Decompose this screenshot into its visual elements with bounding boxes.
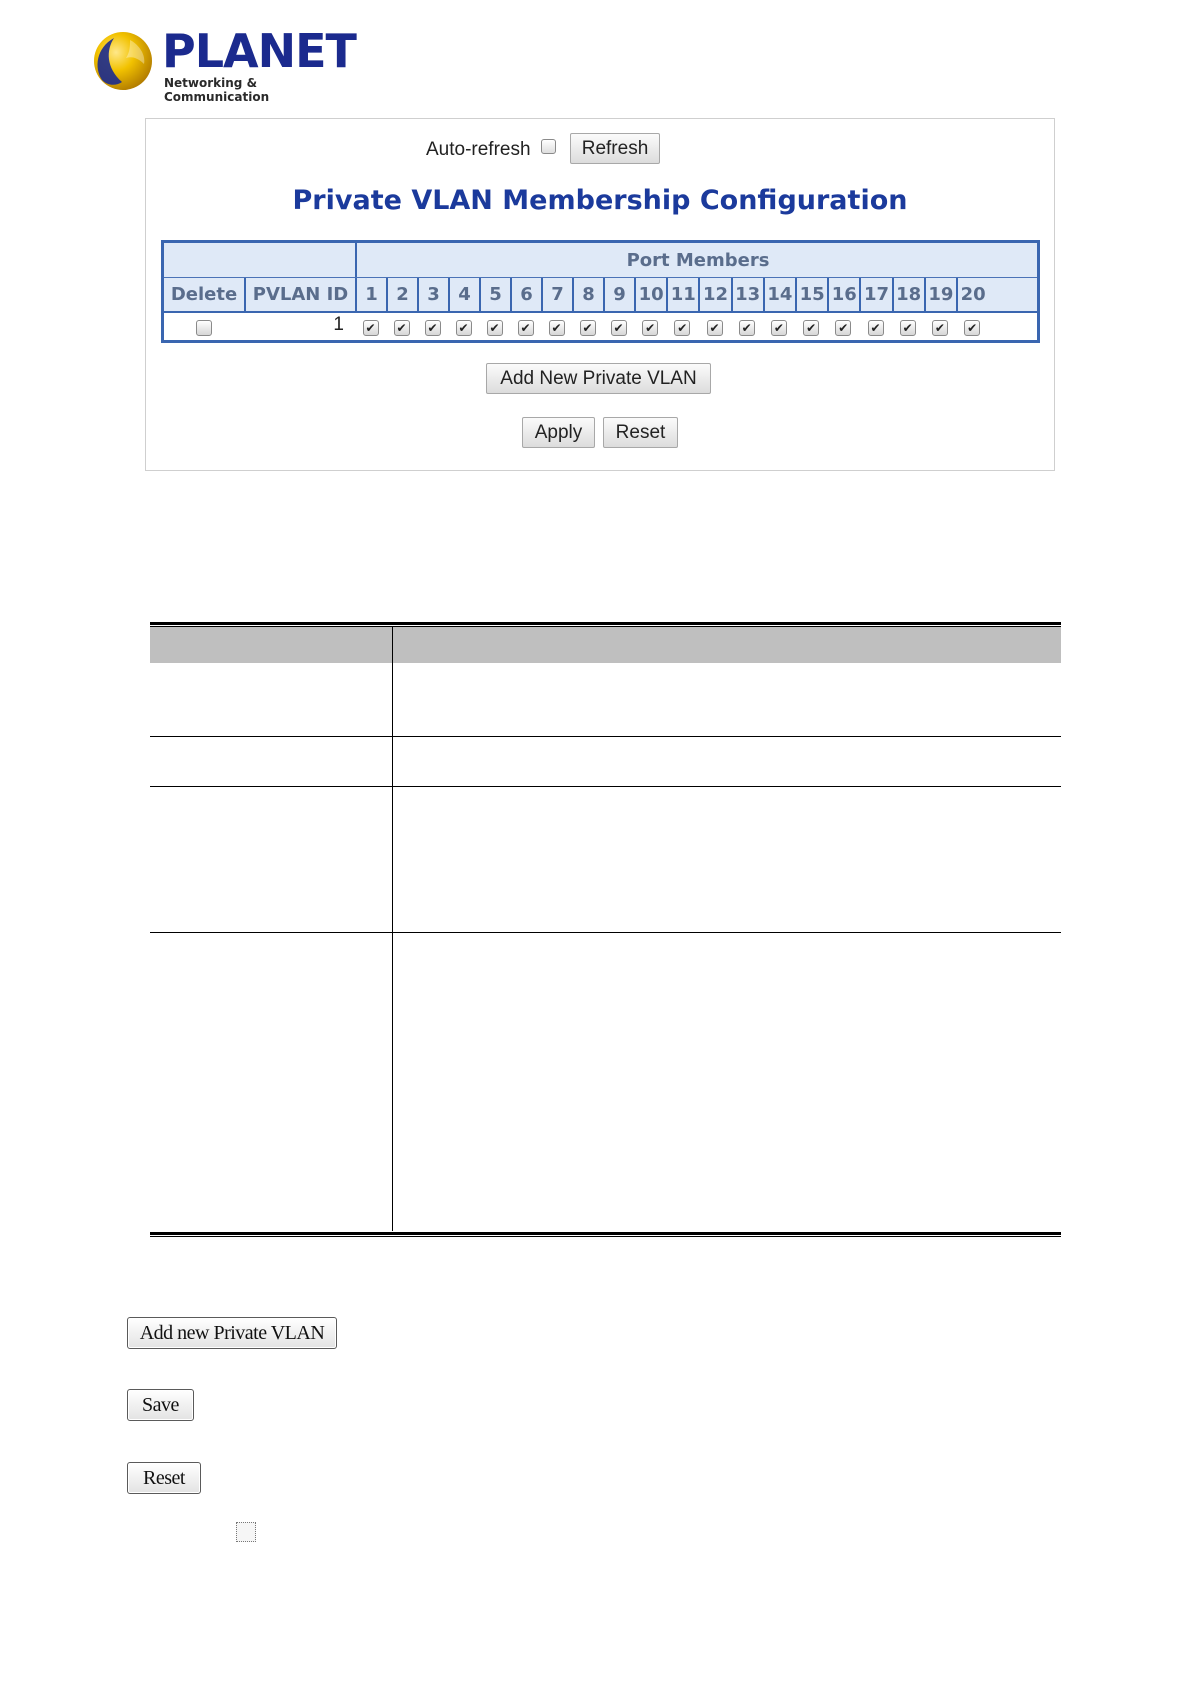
port-member-checkbox-5[interactable] <box>487 320 503 336</box>
check-icon: ✔ <box>582 321 593 335</box>
row-delete-checkbox[interactable] <box>196 320 212 336</box>
check-icon: ✔ <box>806 321 817 335</box>
port-member-checkbox-8[interactable] <box>580 320 596 336</box>
port-header-16: 16 <box>827 278 859 311</box>
check-icon: ✔ <box>551 321 562 335</box>
check-icon: ✔ <box>773 321 784 335</box>
port-member-checkbox-18[interactable] <box>900 320 916 336</box>
logo-wordmark: PLANET <box>162 24 356 78</box>
check-icon: ✔ <box>396 321 407 335</box>
port-member-checkbox-4[interactable] <box>456 320 472 336</box>
planet-logo <box>92 24 356 104</box>
port-member-checkbox-1[interactable] <box>363 320 379 336</box>
check-icon: ✔ <box>838 321 849 335</box>
port-member-checkbox-7[interactable] <box>549 320 565 336</box>
port-member-checkbox-3[interactable] <box>425 320 441 336</box>
page-title: Private VLAN Membership Configuration <box>292 185 908 216</box>
check-icon: ✔ <box>427 321 438 335</box>
port-header-8: 8 <box>572 278 603 311</box>
check-icon: ✔ <box>645 321 656 335</box>
port-header-11: 11 <box>666 278 698 311</box>
pvlan-membership-table <box>161 240 1040 343</box>
port-member-checkbox-20[interactable] <box>964 320 980 336</box>
port-header-3: 3 <box>417 278 448 311</box>
check-icon: ✔ <box>934 321 945 335</box>
col-pvlan-id-header: PVLAN ID <box>244 278 355 311</box>
port-header-1: 1 <box>355 278 386 311</box>
port-member-checkbox-6[interactable] <box>518 320 534 336</box>
port-member-checkbox-11[interactable] <box>674 320 690 336</box>
port-header-19: 19 <box>924 278 956 311</box>
port-member-checkbox-10[interactable] <box>642 320 658 336</box>
check-icon: ✔ <box>741 321 752 335</box>
legacy-add-new-private-vlan-button[interactable]: Add new Private VLAN <box>127 1317 337 1349</box>
legacy-checkbox[interactable] <box>236 1522 256 1542</box>
reset-button[interactable]: Reset <box>603 417 678 448</box>
port-header-17: 17 <box>859 278 891 311</box>
port-header-5: 5 <box>479 278 510 311</box>
check-icon: ✔ <box>870 321 881 335</box>
check-icon: ✔ <box>677 321 688 335</box>
port-header-4: 4 <box>448 278 479 311</box>
port-header-14: 14 <box>763 278 795 311</box>
check-icon: ✔ <box>489 321 500 335</box>
port-header-7: 7 <box>541 278 572 311</box>
config-panel <box>145 118 1055 471</box>
logo-tagline: Networking & Communication <box>164 76 270 104</box>
apply-button[interactable]: Apply <box>522 417 595 448</box>
port-header-13: 13 <box>731 278 763 311</box>
auto-refresh-checkbox[interactable] <box>541 139 556 154</box>
table-row <box>150 737 1061 787</box>
table-row <box>150 933 1061 1232</box>
check-icon: ✔ <box>520 321 531 335</box>
refresh-button[interactable]: Refresh <box>570 133 660 164</box>
check-icon: ✔ <box>967 321 978 335</box>
port-member-checkbox-13[interactable] <box>739 320 755 336</box>
port-member-checkbox-19[interactable] <box>932 320 948 336</box>
port-member-checkbox-17[interactable] <box>868 320 884 336</box>
port-members-header: Port Members <box>355 243 1039 277</box>
col-delete-header: Delete <box>170 284 238 305</box>
row-pvlan-id: 1 <box>333 314 344 335</box>
port-header-9: 9 <box>603 278 634 311</box>
port-header-6: 6 <box>510 278 541 311</box>
port-header-12: 12 <box>698 278 730 311</box>
port-header-2: 2 <box>386 278 417 311</box>
check-icon: ✔ <box>365 321 376 335</box>
legacy-reset-button[interactable]: Reset <box>127 1462 201 1494</box>
port-member-checkbox-9[interactable] <box>611 320 627 336</box>
table-row <box>150 663 1061 737</box>
check-icon: ✔ <box>902 321 913 335</box>
port-header-15: 15 <box>795 278 827 311</box>
table-row <box>150 787 1061 933</box>
table-header-row <box>150 627 1061 663</box>
port-member-checkbox-16[interactable] <box>835 320 851 336</box>
check-icon: ✔ <box>613 321 624 335</box>
port-member-checkbox-15[interactable] <box>803 320 819 336</box>
add-new-private-vlan-button[interactable]: Add New Private VLAN <box>486 363 711 394</box>
port-header-18: 18 <box>892 278 924 311</box>
check-icon: ✔ <box>458 321 469 335</box>
table-column-divider <box>392 627 393 1231</box>
port-member-checkbox-12[interactable] <box>707 320 723 336</box>
check-icon: ✔ <box>709 321 720 335</box>
port-header-10: 10 <box>634 278 666 311</box>
planet-globe-icon <box>92 30 154 92</box>
port-header-20: 20 <box>956 278 988 311</box>
port-member-checkbox-2[interactable] <box>394 320 410 336</box>
auto-refresh-label: Auto-refresh <box>426 139 531 160</box>
port-member-checkbox-14[interactable] <box>771 320 787 336</box>
table-bottom-rule <box>150 1232 1061 1237</box>
legacy-save-button[interactable]: Save <box>127 1389 194 1421</box>
